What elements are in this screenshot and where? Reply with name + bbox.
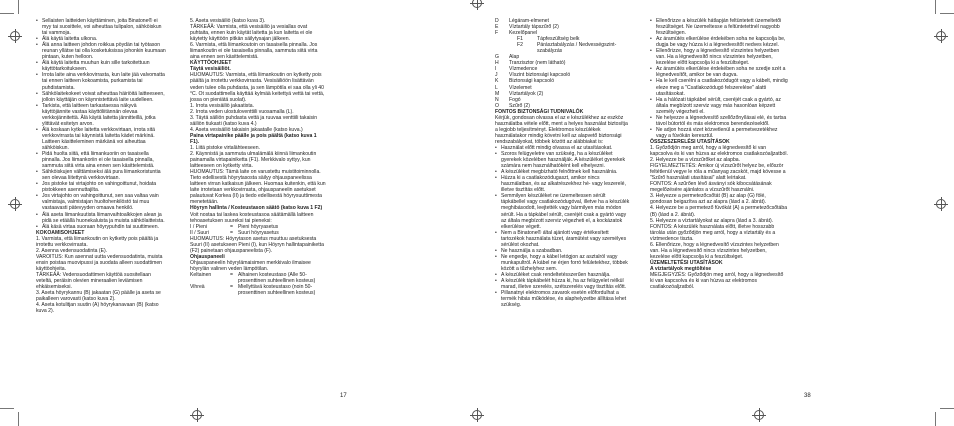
safety-bullet-list [495, 145, 631, 308]
safety-bullet-list [36, 18, 166, 230]
paragraph: Ohjauspaneelin höyrylämaisimen merkkivalo ilmaisee höyrylän valinen veden lämpötilan. [190, 259, 311, 272]
paragraph: 2. Irrota veden ulostuloventtiili vuosamalla (L). [190, 108, 294, 115]
step-item: VAROITUS: Kun asennat uutta vedensuodatinta, muista ensin poistaa muovipussi ja suodata alleen suodattimen käyttöohjeita. [36, 253, 163, 272]
row-value: Pieni höyryasetus [238, 223, 279, 230]
section-heading: KÄYTTÖOHJEET [190, 60, 232, 67]
step-item: 4. Aseta kotulitjan suutin (A) höyrykanavaan (B) (katso kuva 2). [36, 302, 159, 315]
trim-mark [940, 408, 954, 409]
paragraph: HUOMAUTUS: Varmista, että liimankoutin on kytketty pois päältä ja irrotettu verkkovirrasta. Vesisäiliöön lisättävän veden tulee olla puhdasta, ja sen lämpötila ei saa olla yli 40 °C. Ot suodattimella käyttää kylmää keitettyä vettä tai vettä, jossa on pieniätä suolat). [190, 72, 325, 103]
paragraph: 2. Käynnistä ja sammuta ulmalämälä kiinnä liimankoutin painamalla virtapainiketta (F1). Merkkivalo syttyy, kun laitteeseen on kytketty virta. [190, 151, 317, 170]
equals-sign: = [230, 271, 233, 278]
step-item: 5. Helyezze a víztartályokat az alapra (lásd a 3. ábrát). [650, 217, 774, 224]
list-item: • Älä anna laitteen johdon roikkua pöydän tai työtason reunan yllätse tai olla kosketuksissa johonkin kuumaan pintaan, kuten helloon. [36, 42, 166, 60]
part-letter: O [495, 102, 499, 109]
part-letter: G [495, 54, 499, 61]
step-item: 4. Helyezze be a permetező fúvókát (A) a permetezőcsőtába (B) (lásd a 2. ábrát). [650, 205, 788, 218]
step-item: FONTOS: A készülék használata előtt, illetve hosszabb tárolás után győződjön meg arról, hogy a víztartály és a víztmedence tiszta. [650, 223, 776, 242]
list-item: • A készüléket megbízható felnőttnek kell használnia. [495, 169, 631, 175]
trim-mark [940, 13, 954, 14]
part-letter: K [495, 78, 499, 85]
registration-mark [934, 197, 948, 211]
list-item: • Használat előtt mindig olvassa el az utasításokat. [495, 145, 631, 151]
indicator-color-table [190, 272, 326, 296]
part-letter: L [495, 84, 498, 91]
row-value: Suuri höyryasetus [238, 229, 279, 236]
part-name: Tranzisztor (nem látható) [509, 60, 566, 67]
step-item: 1. Győződjön meg arról, hogy a légnedvesítő ki van kapcsolva és ki van húzva az elektromos csatlakozóaljzatból. [650, 144, 788, 158]
subheading: A víztartályok megtöltése [650, 265, 712, 272]
paragraph: 1. Irrota vesisäiliö jakaatista. [190, 102, 254, 109]
list-item: • Älä käytä laitetta muuhun kuin sille tarkoitettuun käyttötarkoitukseen. [36, 60, 166, 72]
list-item: • Sellaisten laitteiden käyttäminen, joita Binatone® ei myy tai suosittele, voi aiheuttaa tulipalon, sähköiskun tai vammoja. [36, 18, 166, 36]
paragraph: HUOMAUTUS: Tämä laite on varustettu muistitoiminnolla. Tieto edellisestä höyrytasosta säilyy ohjauspaneelissa laitteen virran katkaisun jälkeen. Huomaa kuitenkin, että kun laite irrotetaan verkkovirrasta, ohjauspaneelin asetukset palautuvat Korkea (II) ja tiedo edellisestä höyrysuuttimesta menetetään. [190, 169, 326, 206]
list-item: • Irrota laite aina verkkovirrasta, kun laite jää valvomatta tai ennen laitteen kokoamista, purkamista tai puhdistamista. [36, 72, 166, 90]
list-item: • Ha le kell cserélni a csatlakozódugót vagy a kábelt, mindig eleze meg a "Csatlakozódugó felszerelése" alatti utasításokat. [650, 78, 788, 96]
list-item: • Az áramütés elkerülése érdekében soha ne kapcsolja be, dugja be vagy húzza ki a légnedvesítőt nedves kézzel. [650, 36, 788, 48]
left-page-column-2 [190, 18, 326, 296]
list-item: • Ne helyezze a légnedvesítő szellőzőnyílásai elé, és tartsa távol bútortól és más elektromos berendezésektől. [650, 115, 788, 127]
parts-legend [495, 18, 631, 109]
trim-mark [935, 412, 936, 426]
step-item: 2. Asenna vedensuodatinta (E). [36, 247, 108, 254]
part-name: Fogó [509, 96, 521, 103]
list-item: • Älä käytä laitetta ulkona. [36, 36, 166, 42]
left-page-column-1 [36, 18, 166, 314]
part-letter: E [495, 24, 499, 31]
part-letter [495, 42, 509, 54]
list-item: • Älä käsä virtaa suoraan höyrypuhdin tai suuttimeen. [36, 224, 166, 230]
equals-sign: = [230, 223, 233, 230]
paragraph: 4. Aseta vesisäiliö takaisin jakaatalle (katso kuva.) [190, 126, 303, 133]
registration-mark [470, 408, 484, 422]
part-name: Kezelőpanel [509, 30, 538, 37]
paragraph: MEGJEGYZÉS: Győződjön meg arról, hogy a légnedvesítő ki van kapcsolva és ki van húzva az elektromos csatlakozóaljzatból. [650, 271, 784, 291]
trim-mark [18, 412, 19, 426]
paragraph: Kérjük, gondosan olvassa el az e készülékhez az eszköz használatba vétele előtt, ment a helyes használat biztosítja a legjobb teljesítményt. Elektromos készülékek használatakor mindig követni kell az alapvető biztonsági rendszabályokat, többek között az alábbiakat is: [495, 114, 628, 145]
part-letter: M [495, 90, 500, 97]
part-name: Vízmedence [509, 66, 538, 73]
list-item: • Ne használja a szabadban. [495, 248, 631, 254]
registration-mark [934, 29, 948, 43]
subheading: Paina virtapainike päälle ja pois päältä (katso kuva 1 F1). [190, 132, 317, 145]
assembly-steps [650, 145, 788, 260]
list-item: • Ellenőrizze a készülék hátlapján feltüntetett üzemeltetői feszültséget. Ne üzemeltesse a feltüntetettnél nagyobb feszültségen. [650, 18, 788, 36]
row-key: Keltainen [190, 271, 212, 278]
part-letter: J [495, 72, 498, 79]
part-name: Víztartályok (2) [509, 90, 544, 97]
trim-mark [18, 0, 19, 14]
paragraph: TÄRKEÄÄ: Varmista, että vesisäiliö ja vesiallas ovat puhtaita, ennen kuin käytät laitetta ja kun laitetta ei ole käytetty käyttöön pitkän säilytysajan jälkeen. [190, 24, 313, 43]
paragraph: 3. Täytä säiliön puhdasta vettä ja ruuvaa venttiili takaisin säiliön tiukasti (katso kuva 4.) [190, 114, 318, 127]
part-name: Szűrő (2) [509, 102, 530, 109]
paragraph: 5. Aseta vesisäiliö (katso kuva 3). [190, 18, 266, 24]
row-key: I / Pieni [190, 223, 207, 230]
list-item: • Ne adjon hozzá vizet közvetlenül a permetvezetékhez vagy a fúvókán keresztül. [650, 127, 788, 139]
table-row [190, 272, 326, 284]
list-item: • Nem a Binatone® által ajánlott vagy értékesített tartozékok használata tüzet, áramütést vagy személyes sérülést okozhat. [495, 230, 631, 248]
step-item: 2. Helyezze be a vízszűrőket az alapba. [650, 157, 741, 164]
list-item: • Ne engedje, hogy a kábel letógjon az asztalról vagy munkapultról. A kábel ne érjen forró felületekhez, többek között a tűzhelyhez sem. [495, 254, 631, 272]
list-item: • Semmilyen készüléket ne üzemeltessen sérült tápkábellel vagy csatlakozódugóval, illetve ha a készülék meghibásodott, leejtették vagy bármilyen más módon sérült. Ha a tápkábel sérült, cseréjét csak a gyártó vagy az általa megbízott szerviz végezheti el, a kockázatok elkerülése végett. [495, 193, 631, 229]
right-page-column-2 [650, 18, 788, 290]
list-item: • Az áramütés elkerülése érdekében soha ne szedje szét a légnedvesítőt, amikor be van dugva. [650, 66, 788, 78]
part-letter: F [495, 30, 499, 37]
sub-part-code: F2 [517, 42, 523, 49]
list-item: • Älä aseta liimankuutista liimanvaihtoalkkojen alean ja pidä se etäällä huonekaluista ja muista sähkölaitteista. [36, 212, 166, 224]
part-name: Alap [509, 54, 520, 61]
step-item: FONTOS: A szűrően lévő ásványi sók kibocsátásának megelőzésére ajánlatos a vízszűrőt használni. [650, 181, 772, 194]
row-value: Miellyttävä kosteustaso (noin 50-prosenttinen suhteellinen kosteus) [238, 284, 316, 297]
part-name: Vízelemet [509, 84, 532, 91]
part-name: Tápfeszültség belk [537, 36, 580, 43]
part-name: Víztartály tápszűrő (2) [509, 24, 559, 31]
section-heading: ÜZEMELTETÉSI UTASÍTÁSOK [650, 259, 723, 266]
steam-level-table [190, 224, 326, 236]
part-letter: H [495, 60, 499, 67]
equals-sign: = [230, 229, 233, 236]
trim-mark [0, 13, 14, 14]
section-heading: FONTOS BIZTONSÁGI TUDNIVALÓK [495, 108, 584, 115]
list-item: • Ha a hálózati tápkábel sérült, cseréjét csak a gyártó, az általa megbízott szerviz vagy más hasonlóan képzett személy végezheti el. [650, 97, 788, 115]
subheading: Ohjauspaneeli [190, 253, 225, 260]
list-item: • Jos pistoke tai virtajohto on vahingoittunut, hoidata pistokkeen asennuttajilta. [36, 181, 166, 193]
step-item: 1. Varmista, että liimankoutin on kytketty pois päältä ja irrotettu verkkovirrasta. [36, 235, 159, 248]
part-name: Biztonsági kapcsoló [509, 78, 555, 85]
page-number: 38 [804, 393, 811, 399]
step-item: TÄRKEÄÄ: Vedensuodattimen käyttöä suositellaan veteltä, peräisin olevien mineraalien leviämisen ehkäisemiseksi. [36, 271, 151, 291]
part-name: Légáram-elmenet [509, 18, 549, 24]
list-item: • Pillanatnyi elektromos zavarok esetén előfordulhat a termék hibás működése, és alaphelyzetbe állítása lehet szükség. [495, 290, 631, 308]
sub-part-code: F1 [517, 36, 523, 43]
list-item: • Sähkölaitekokeet voivat aiheuttaa häiriöitä laitteeseen, jolloin käyttäjän on käynnistettävä laite uudelleen. [36, 91, 166, 103]
step-item: 3. Aseta höyrykannu (B) jakaatan (G) päälle ja aseta se paikalleen varovasti (katso kuva 2). [36, 290, 161, 303]
step-item: 3. Helyezze a permetezőcsőtát (B) az alap (G) fölé, gondosan beigazítva azt az alapra (lásd a 2. ábrát). [650, 193, 767, 206]
list-item: • Sähköiskujen välttämiseksi älä pura liimankoristuntia sen olevaa liitettynä verkkovirtaan. [36, 169, 166, 181]
section-heading: ÖSSZESZERELÉSI UTASÍTÁSOK [650, 138, 730, 145]
list-item: • Jos virtajohto on vahingoittunut, sen saa valtaa vain valmistaja, valmistajan huoltohenkilöstö tai muu vastaavasti pätevyyden omaava henkilö. [36, 193, 166, 211]
right-page-column-1 [495, 18, 631, 308]
paragraph: 6. Varmista, että liimankoutoin on tasaisella pinnalla. Jos liimankoutin ei ole tasaisella pinnalla, sammuta siitä virta aina ennen sen käsittelemistä. [190, 42, 318, 61]
part-letter: I [495, 66, 497, 73]
list-item: • Szoros felügyeletre van szükség, ha a készüléket gyerekek közelében használják. A készüléket gyerekek számára nem használhatóként kell elhelyezni. [495, 151, 631, 169]
step-item: FIGYELMEZTETÉS: Amikor új vízszűrőt helyez be, először feltétlenül vegye le róla a műanyag zacskót, majd kövesse a "Szűrő használati utasításai" alatt leírtakat. [650, 163, 786, 182]
step-item: 6. Ellenőrizze, hogy a légnedvesítő vízszintes helyzetben van. Ha a légnedvesítő nincs vízszintes helyzetben, kezelése előtt kapcsolja ki a feszültséget. [650, 241, 779, 260]
equals-sign: = [230, 284, 233, 291]
legend-row [495, 42, 631, 54]
list-item: • Húzza ki a csatlakozódugaszt, amikor nincs használatban, és az alkatrészekhez hé- vagy leszerelé, illetve tisztítás előtt. [495, 175, 631, 193]
paragraph: Voit nostaa tai laskea kosteustasoa säätämällä laitteen tehoasetuksen suureksi tai pieneksi: [190, 211, 314, 224]
paragraph: 1. Liitä pistoke virtalähteeseen. [190, 144, 260, 151]
list-item: • Tarkista, että laitteen tarkastaessa näkyvä käyttöjännite vastaa käyttöliitännän olevaa verkkojännitettä. Älä käytä laitetta jännitteillä, jotka ylittävät esitetyn arvon. [36, 103, 166, 127]
part-name: Víszint biztonsági kapcsoló [509, 72, 571, 79]
assembly-steps [36, 236, 166, 315]
paragraph: HUOMAUTUS: Höyrytason asetus muuttuu asetuksesta Suuri (II) asetukseen Pieni (I), kun Höyryn hallintapainiketta (F2) painetaan ohjauspaneelista (F). [190, 235, 324, 254]
list-item: • Ellenőrizze, hogy a légnedvesítő vízszintes helyzetben van. Ha a légnedvesítő nincs vízszintes helyzetben, kezelése előtt kapcsolja ki a feszültséget. [650, 48, 788, 66]
registration-mark [752, 408, 766, 422]
table-row [190, 284, 326, 296]
list-item: • Pidä huolta siitä, että liimankuoriin on tasaisella pinnalla. Jos liimankoriin ei ole tasaisella pinnalla, sammuta siitä virta aina ennen sen käsittelemistä. [36, 151, 166, 169]
row-key: II / Suuri [190, 229, 209, 236]
page-number: 17 [340, 393, 347, 399]
registration-mark [8, 29, 22, 43]
list-item: • A készülék tápkábelét húzza ki, ha az felügyelet nélkül marad, illetve szerelés, szétszerelés vagy tisztítás előtt. [495, 278, 631, 290]
subheading: Täytä vesisäiliöt. [190, 66, 231, 73]
safety-bullet-list [650, 18, 788, 139]
row-value: Alhainen kosteustaso (Alle 50-prosenttinen suhteellinen kosteus) [238, 271, 316, 285]
list-item: • A készüléket csak rendeltetésszerűen használja. [495, 272, 631, 278]
row-key: Vihreä [190, 284, 205, 291]
registration-mark [190, 408, 204, 422]
trim-mark [0, 408, 14, 409]
part-letter: D [495, 18, 499, 24]
registration-mark [470, 0, 484, 10]
trim-mark [935, 0, 936, 14]
part-letter: N [495, 96, 499, 103]
list-item: • Älä koskaan kytke laitetta verkkovirtaan, irrota sitä verkkovirrasta tai käynnistä laitetta kädet märkinä. Laitteen käsitteleminen märkänä voi aiheuttaa sähköiskun. [36, 127, 166, 151]
subheading: Höyryn hallinta / Kosteustason säätö (katso kuva 1 F2) [190, 205, 323, 212]
section-heading: KOKOAMISOHJEET [36, 229, 85, 236]
part-name: Párásztabályzás / Nedvességszint-szabályzás [537, 42, 617, 55]
registration-mark [8, 197, 22, 211]
